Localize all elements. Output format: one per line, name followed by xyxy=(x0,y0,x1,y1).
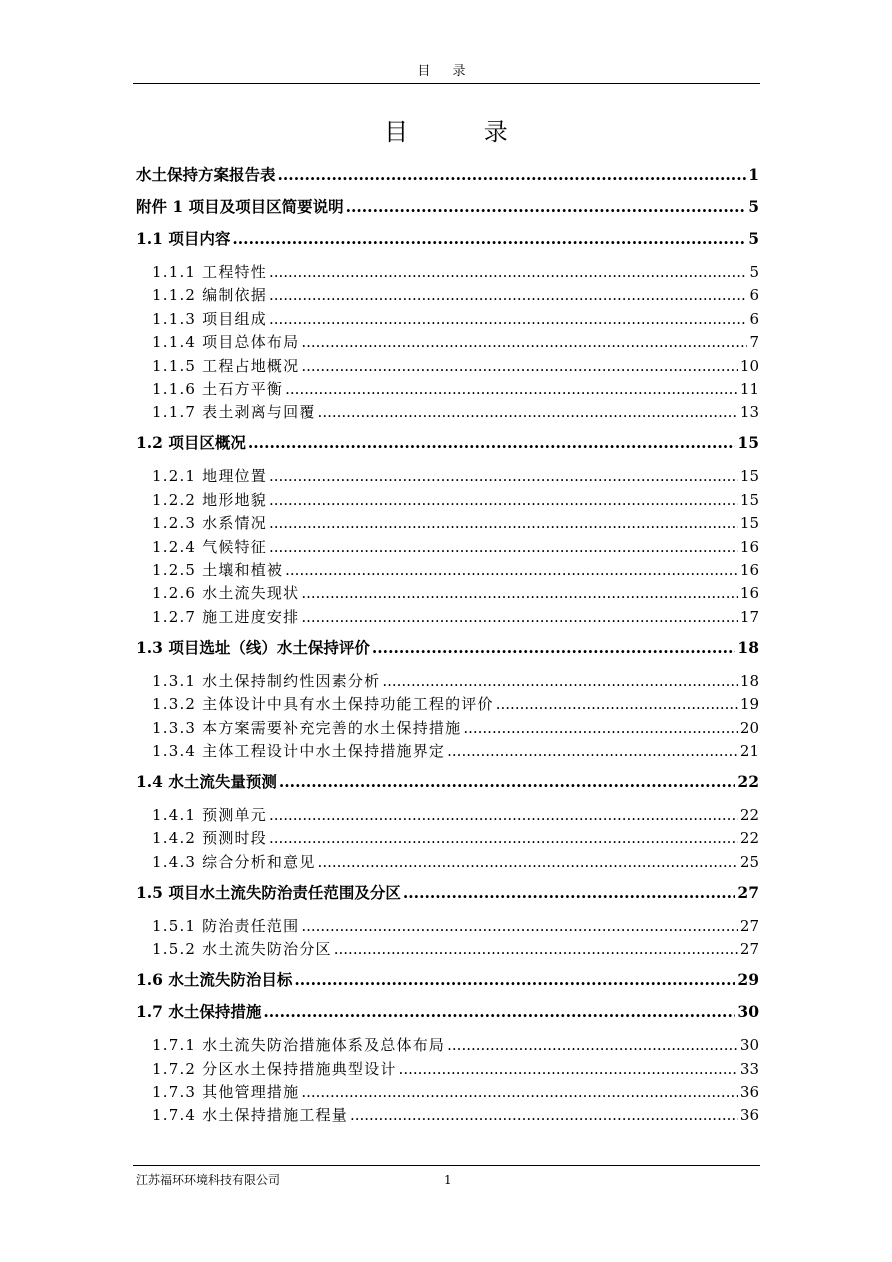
toc-entry-page: 29 xyxy=(737,970,759,990)
toc-entry-page: 15 xyxy=(739,514,759,533)
toc-subsection-entry[interactable] xyxy=(152,828,759,848)
page-title: 目 录 xyxy=(384,118,542,146)
toc-entry-label: 1.4.2 预测时段 xyxy=(152,829,267,848)
toc-entry-label: 1.2.7 施工进度安排 xyxy=(152,607,300,626)
toc-dot-leader xyxy=(279,771,736,793)
toc-section-entry[interactable] xyxy=(136,637,759,659)
toc-entry-page: 27 xyxy=(739,916,759,935)
footer-company: 江苏福环环境科技有限公司 xyxy=(136,1173,281,1187)
toc-dot-leader xyxy=(350,1105,738,1125)
toc-entry-label: 1.3 项目选址（线）水土保持评价 xyxy=(136,637,370,657)
toc-entry-page: 16 xyxy=(739,584,759,603)
toc-section-entry[interactable] xyxy=(136,882,759,904)
toc-entry-page: 15 xyxy=(737,433,759,453)
toc-entry-page: 30 xyxy=(737,1002,759,1022)
toc-dot-leader xyxy=(447,1035,738,1055)
toc-entry-page: 19 xyxy=(739,695,759,714)
toc-entry-label: 1.7.3 其他管理措施 xyxy=(152,1083,300,1101)
toc-entry-page: 11 xyxy=(739,380,759,398)
toc-dot-leader xyxy=(269,285,748,305)
toc-subsection-entry[interactable] xyxy=(152,537,759,557)
toc-entry-page: 17 xyxy=(739,607,759,626)
toc-dot-leader xyxy=(232,228,746,250)
toc-entry-page: 30 xyxy=(739,1036,759,1055)
footer-divider xyxy=(133,1165,760,1166)
toc-subsection-entry[interactable] xyxy=(152,560,759,580)
toc-dot-leader xyxy=(447,741,738,761)
toc-section-entry[interactable] xyxy=(136,164,759,186)
header-divider xyxy=(133,83,760,84)
footer-page-number: 1 xyxy=(444,1173,452,1187)
toc-subsection-entry[interactable] xyxy=(152,805,759,825)
toc-dot-leader xyxy=(334,939,738,959)
toc-entry-label: 1.2.4 气候特征 xyxy=(152,537,267,556)
toc-dot-leader xyxy=(372,637,736,659)
toc-subsection-entry[interactable] xyxy=(152,379,759,399)
toc-entry-page: 25 xyxy=(739,852,759,871)
toc-entry-label: 1.7 水土保持措施 xyxy=(136,1002,262,1022)
toc-entry-label: 1.4.3 综合分析和意见 xyxy=(152,852,316,871)
toc-subsection-entry[interactable] xyxy=(152,262,759,282)
toc-entry-label: 1.1.5 工程占地概况 xyxy=(152,356,300,375)
toc-entry-label: 1.3.1 水土保持制约性因素分析 xyxy=(152,671,381,690)
toc-entry-page: 15 xyxy=(739,467,759,486)
toc-dot-leader xyxy=(278,164,747,186)
toc-entry-page: 10 xyxy=(739,356,759,375)
toc-dot-leader xyxy=(318,852,738,872)
toc-dot-leader xyxy=(269,490,738,510)
toc-entry-label: 1.7.1 水土流失防治措施体系及总体布局 xyxy=(152,1036,446,1055)
toc-subsection-entry[interactable] xyxy=(152,1082,759,1102)
toc-entry-label: 1.1 项目内容 xyxy=(136,229,231,248)
toc-section-entry[interactable] xyxy=(136,771,759,793)
toc-dot-leader xyxy=(248,432,736,454)
toc-entry-page: 33 xyxy=(739,1059,759,1078)
toc-subsection-entry[interactable] xyxy=(152,671,759,691)
toc-entry-page: 22 xyxy=(737,772,759,791)
toc-section-entry[interactable] xyxy=(136,1001,759,1023)
toc-dot-leader xyxy=(269,466,738,486)
toc-entry-label: 1.2.2 地形地貌 xyxy=(152,490,267,509)
toc-dot-leader xyxy=(301,583,738,603)
toc-entry-page: 6 xyxy=(749,286,759,305)
toc-entry-page: 18 xyxy=(737,637,759,657)
toc-dot-leader xyxy=(382,671,738,691)
toc-dot-leader xyxy=(269,513,738,533)
toc-entry-page: 5 xyxy=(748,197,759,216)
toc-entry-page: 7 xyxy=(749,333,759,352)
toc-entry-label: 1.4.1 预测单元 xyxy=(152,806,267,824)
toc-subsection-entry[interactable] xyxy=(152,285,759,305)
toc-section-entry[interactable] xyxy=(136,969,759,991)
toc-entry-label: 1.1.7 表土剥离与回覆 xyxy=(152,403,316,422)
toc-entry-page: 18 xyxy=(739,671,759,690)
toc-dot-leader xyxy=(285,560,738,580)
toc-entry-label: 附件 1 项目及项目区简要说明 xyxy=(136,197,344,216)
toc-entry-label: 1.1.4 项目总体布局 xyxy=(152,333,300,352)
toc-subsection-entry[interactable] xyxy=(152,402,759,422)
toc-entry-page: 36 xyxy=(739,1106,759,1125)
toc-entry-page: 6 xyxy=(749,309,759,328)
toc-dot-leader xyxy=(269,262,748,282)
toc-dot-leader xyxy=(301,1082,738,1102)
toc-subsection-entry[interactable] xyxy=(152,694,759,714)
toc-dot-leader xyxy=(496,694,738,714)
toc-section-entry[interactable] xyxy=(136,228,759,250)
toc-entry-label: 1.5 项目水土流失防治责任范围及分区 xyxy=(136,882,401,902)
toc-subsection-entry[interactable] xyxy=(152,332,759,352)
toc-dot-leader xyxy=(318,402,738,422)
toc-entry-page: 15 xyxy=(739,490,759,509)
toc-entry-label: 1.2.6 水土流失现状 xyxy=(152,584,300,603)
toc-subsection-entry[interactable] xyxy=(152,852,759,872)
toc-dot-leader xyxy=(263,1001,735,1023)
toc-entry-label: 1.1.1 工程特性 xyxy=(152,263,267,281)
toc-entry-label: 1.6 水土流失防治目标 xyxy=(136,970,293,990)
toc-entry-label: 1.7.2 分区水土保持措施典型设计 xyxy=(152,1059,397,1078)
running-header: 目 录 xyxy=(417,64,475,79)
toc-entry-label: 1.1.3 项目组成 xyxy=(152,309,267,328)
toc-entry-page: 16 xyxy=(739,537,759,556)
toc-entry-label: 1.2.1 地理位置 xyxy=(152,467,267,486)
toc-entry-label: 1.1.6 土石方平衡 xyxy=(152,380,284,398)
toc-dot-leader xyxy=(301,916,738,936)
toc-subsection-entry[interactable] xyxy=(152,1059,759,1079)
toc-entry-label: 1.4 水土流失量预测 xyxy=(136,772,277,791)
toc-entry-label: 1.2.5 土壤和植被 xyxy=(152,561,284,579)
toc-dot-leader xyxy=(269,828,738,848)
toc-dot-leader xyxy=(301,607,738,627)
toc-dot-leader xyxy=(346,196,747,218)
toc-dot-leader xyxy=(269,309,748,329)
toc-subsection-entry[interactable] xyxy=(152,356,759,376)
toc-dot-leader xyxy=(269,537,738,557)
toc-subsection-entry[interactable] xyxy=(152,466,759,486)
toc-entry-label: 水土保持方案报告表 xyxy=(136,165,276,184)
toc-entry-label: 1.3.3 本方案需要补充完善的水土保持措施 xyxy=(152,718,462,737)
toc-subsection-entry[interactable] xyxy=(152,490,759,510)
toc-entry-label: 1.5.2 水土流失防治分区 xyxy=(152,940,332,959)
toc-subsection-entry[interactable] xyxy=(152,916,759,936)
toc-entry-page: 36 xyxy=(739,1083,759,1101)
toc-subsection-entry[interactable] xyxy=(152,939,759,959)
toc-dot-leader xyxy=(294,969,735,991)
toc-subsection-entry[interactable] xyxy=(152,741,759,761)
toc-dot-leader xyxy=(463,718,738,738)
toc-subsection-entry[interactable] xyxy=(152,1105,759,1125)
toc-entry-label: 1.2 项目区概况 xyxy=(136,433,246,453)
toc-entry-page: 27 xyxy=(737,882,759,902)
toc-subsection-entry[interactable] xyxy=(152,718,759,738)
toc-entry-page: 22 xyxy=(739,829,759,848)
toc-entry-page: 22 xyxy=(739,806,759,824)
toc-entry-page: 21 xyxy=(739,742,759,760)
toc-entry-label: 1.3.2 主体设计中具有水土保持功能工程的评价 xyxy=(152,695,494,714)
toc-subsection-entry[interactable] xyxy=(152,513,759,533)
toc-dot-leader xyxy=(403,882,736,904)
toc-entry-label: 1.5.1 防治责任范围 xyxy=(152,916,300,935)
toc-entry-page: 1 xyxy=(748,165,759,184)
toc-subsection-entry[interactable] xyxy=(152,309,759,329)
toc-dot-leader xyxy=(285,379,738,399)
toc-subsection-entry[interactable] xyxy=(152,583,759,603)
toc-entry-label: 1.7.4 水土保持措施工程量 xyxy=(152,1106,348,1125)
toc-dot-leader xyxy=(301,332,747,352)
toc-section-entry[interactable] xyxy=(136,196,759,218)
toc-entry-label: 1.2.3 水系情况 xyxy=(152,514,267,533)
toc-entry-page: 16 xyxy=(739,561,759,579)
toc-dot-leader xyxy=(399,1059,738,1079)
toc-entry-label: 1.1.2 编制依据 xyxy=(152,286,267,305)
toc-dot-leader xyxy=(269,805,738,825)
toc-subsection-entry[interactable] xyxy=(152,607,759,627)
toc-entry-page: 20 xyxy=(739,718,759,737)
toc-entry-page: 5 xyxy=(749,263,759,281)
toc-dot-leader xyxy=(301,356,738,376)
toc-entry-label: 1.3.4 主体工程设计中水土保持措施界定 xyxy=(152,742,446,760)
toc-entry-page: 27 xyxy=(739,940,759,959)
toc-subsection-entry[interactable] xyxy=(152,1035,759,1055)
toc-entry-page: 5 xyxy=(748,229,759,248)
toc-entry-page: 13 xyxy=(739,403,759,422)
toc-section-entry[interactable] xyxy=(136,432,759,454)
